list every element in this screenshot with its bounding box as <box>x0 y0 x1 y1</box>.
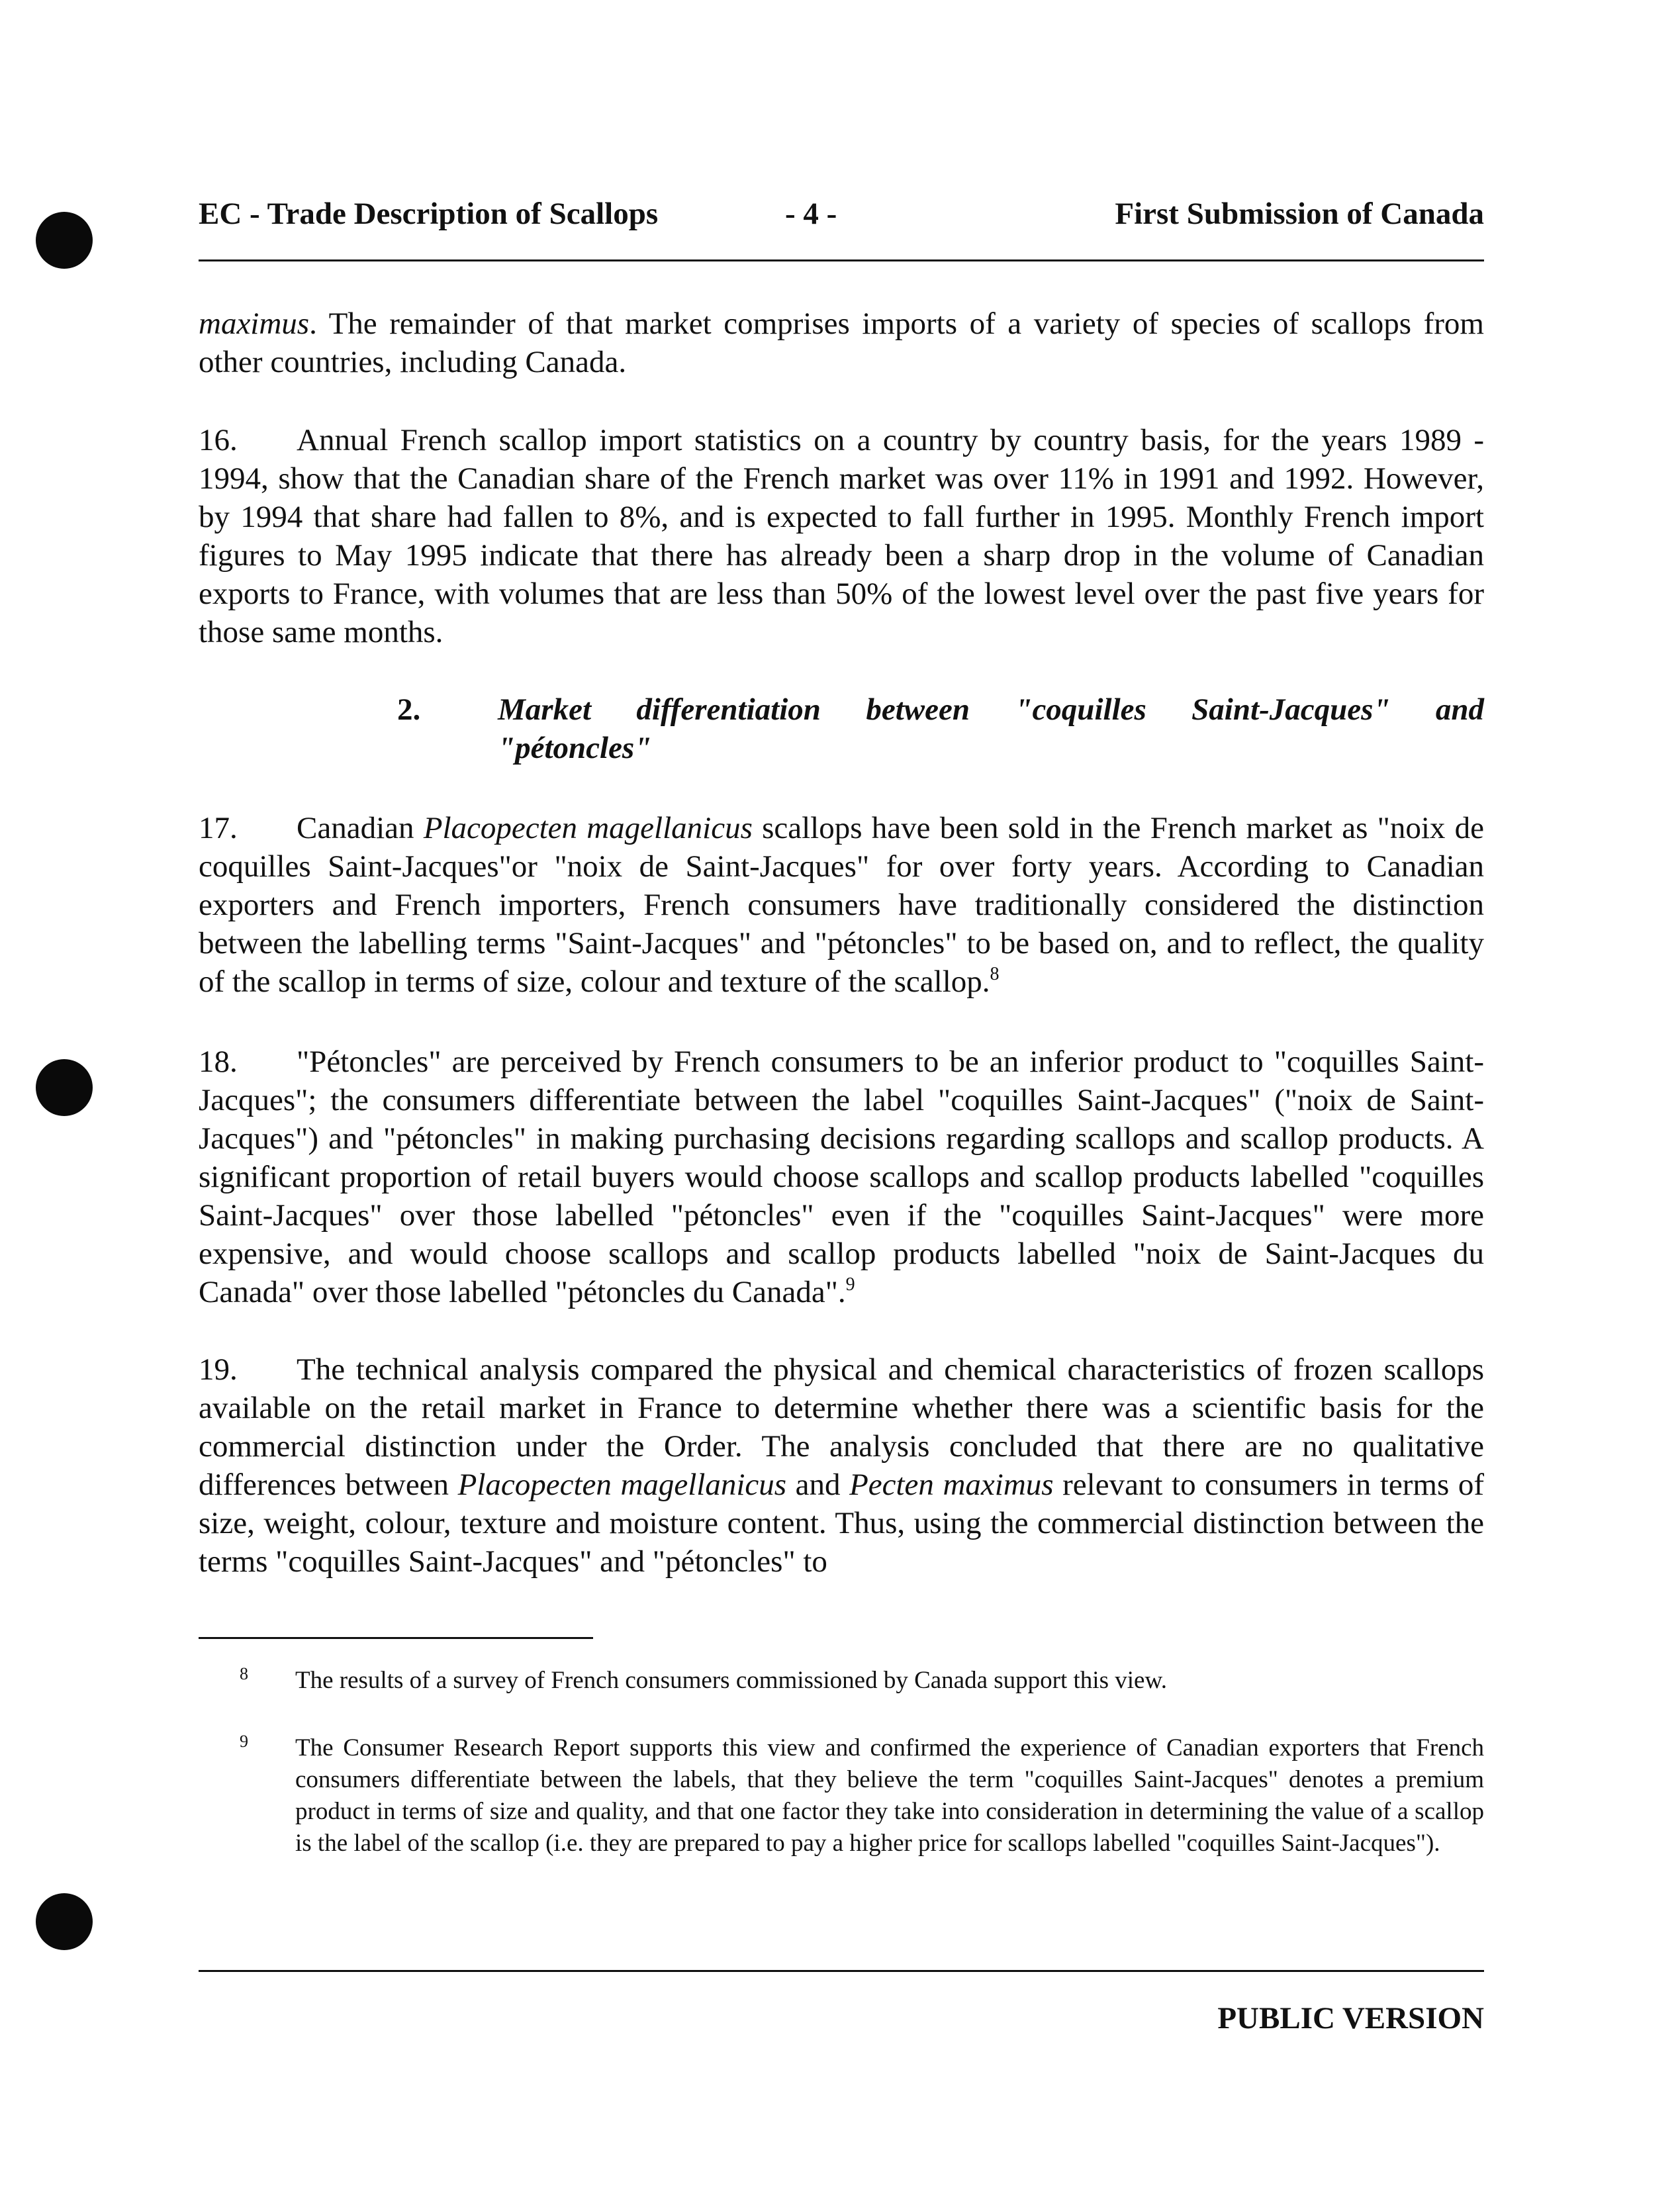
footnote-mark: 9 <box>240 1732 248 1751</box>
paragraph-18: 18. "Pétoncles" are perceived by French consumers to be an inferior product to "coquilles Saint-Jacques"; the consumers differentiate between the label "coquilles Saint-Jacques" ("noix de Saint-Jacques") and "pétoncles" in making purchasing decisions regarding scallops and scallop products. A significant proportion of retail buyers would choose scallops and scallop products labelled "coquilles Saint-Jacques" over those labelled "pétoncles" even if the "coquilles Saint-Jacques" were more expensive, and would choose scallops and scallop products labelled "noix de Saint-Jacques du Canada" over those labelled "pétoncles du Canada".$^9$ <box>199 1043 1484 1311</box>
footer-label: PUBLIC VERSION <box>1217 2001 1484 2036</box>
punch-hole-middle <box>36 1059 93 1116</box>
page-number: - 4 - <box>785 197 837 231</box>
page-header <box>199 196 1484 236</box>
species-name: Placopecten magellanicus <box>423 811 753 845</box>
paragraph-19: 19. The technical analysis compared the physical and chemical characteristics of frozen scallops available on the retail market in France to determine whether there was a scientific basis for the commercial distinction under the Order. The analysis concluded that there are no qualitative differences between Placopecten magellanicus and Pecten maximus relevant to consumers in terms of size, weight, colour, texture and moisture content. Thus, using the commercial distinction between the terms "coquilles Saint-Jacques" and "pétoncles" to <box>199 1350 1484 1581</box>
footnote-8 <box>240 1665 1484 1697</box>
punch-hole-bottom <box>36 1893 93 1950</box>
header-submission: First Submission of Canada <box>1115 197 1484 231</box>
paragraph-number: 18. <box>199 1045 238 1079</box>
species-name: Pecten maximus <box>849 1468 1054 1502</box>
paragraph-number: 16. <box>199 423 238 457</box>
punch-hole-top <box>36 212 93 269</box>
species-name: Placopecten magellanicus <box>457 1468 787 1502</box>
paragraph-17: 17. Canadian Placopecten magellanicus scallops have been sold in the French market as "noix de coquilles Saint-Jacques"or "noix de Saint-Jacques" for over forty years. According to Canadian exporters and French importers, French consumers have traditionally considered the distinction between the labelling terms "Saint-Jacques" and "pétoncles" to be based on, and to reflect, the quality of the scallop in terms of size, colour and texture of the scallop.$^8$ <box>199 809 1484 1001</box>
paragraph-number: 17. <box>199 811 238 845</box>
footer-rule <box>199 1970 1484 1972</box>
section-title-line-1: Market differentiation between "coquilles Saint-Jacques" and <box>498 692 1484 727</box>
footnote-ref-8[interactable]: 8 <box>990 964 1000 984</box>
header-title: EC - Trade Description of Scallops <box>199 197 659 231</box>
species-name: maximus <box>199 306 310 341</box>
section-number: 2. <box>397 692 421 727</box>
section-title-line-2: "pétoncles" <box>498 731 652 765</box>
footnote-9 <box>240 1732 1484 1859</box>
paragraph-number: 19. <box>199 1352 238 1387</box>
footnote-separator <box>199 1637 593 1639</box>
paragraph-16: 16. Annual French scallop import statistics on a country by country basis, for the years 1989 - 1994, show that the Canadian share of the French market was over 11% in 1991 and 1992. However, by 1994 that share had fallen to 8%, and is expected to fall further in 1995. Monthly French import figures to May 1995 indicate that there has already been a sharp drop in the volume of Canadian exports to France, with volumes that are less than 50% of the lowest level over the past five years for those same months. <box>199 421 1484 651</box>
header-rule <box>199 259 1484 261</box>
footnote-text: The Consumer Research Report supports this view and confirmed the experience of Canadian exporters that French consumers differentiate between the labels, that they believe the term "coquilles Saint-Jacques" denotes a premium product in terms of size and quality, and that one factor they take into consideration in determining the value of a scallop is the label of the scallop (i.e. they are prepared to pay a higher price for scallops labelled "coquilles Saint-Jacques"). <box>295 1734 1484 1857</box>
footnote-ref-9[interactable]: 9 <box>845 1274 855 1295</box>
footnote-text: The results of a survey of French consumers commissioned by Canada support this view. <box>295 1667 1168 1694</box>
footnote-mark: 8 <box>240 1664 248 1683</box>
paragraph-continued: maximus. The remainder of that market comprises imports of a variety of species of scallops from other countries, including Canada. <box>199 306 1484 379</box>
